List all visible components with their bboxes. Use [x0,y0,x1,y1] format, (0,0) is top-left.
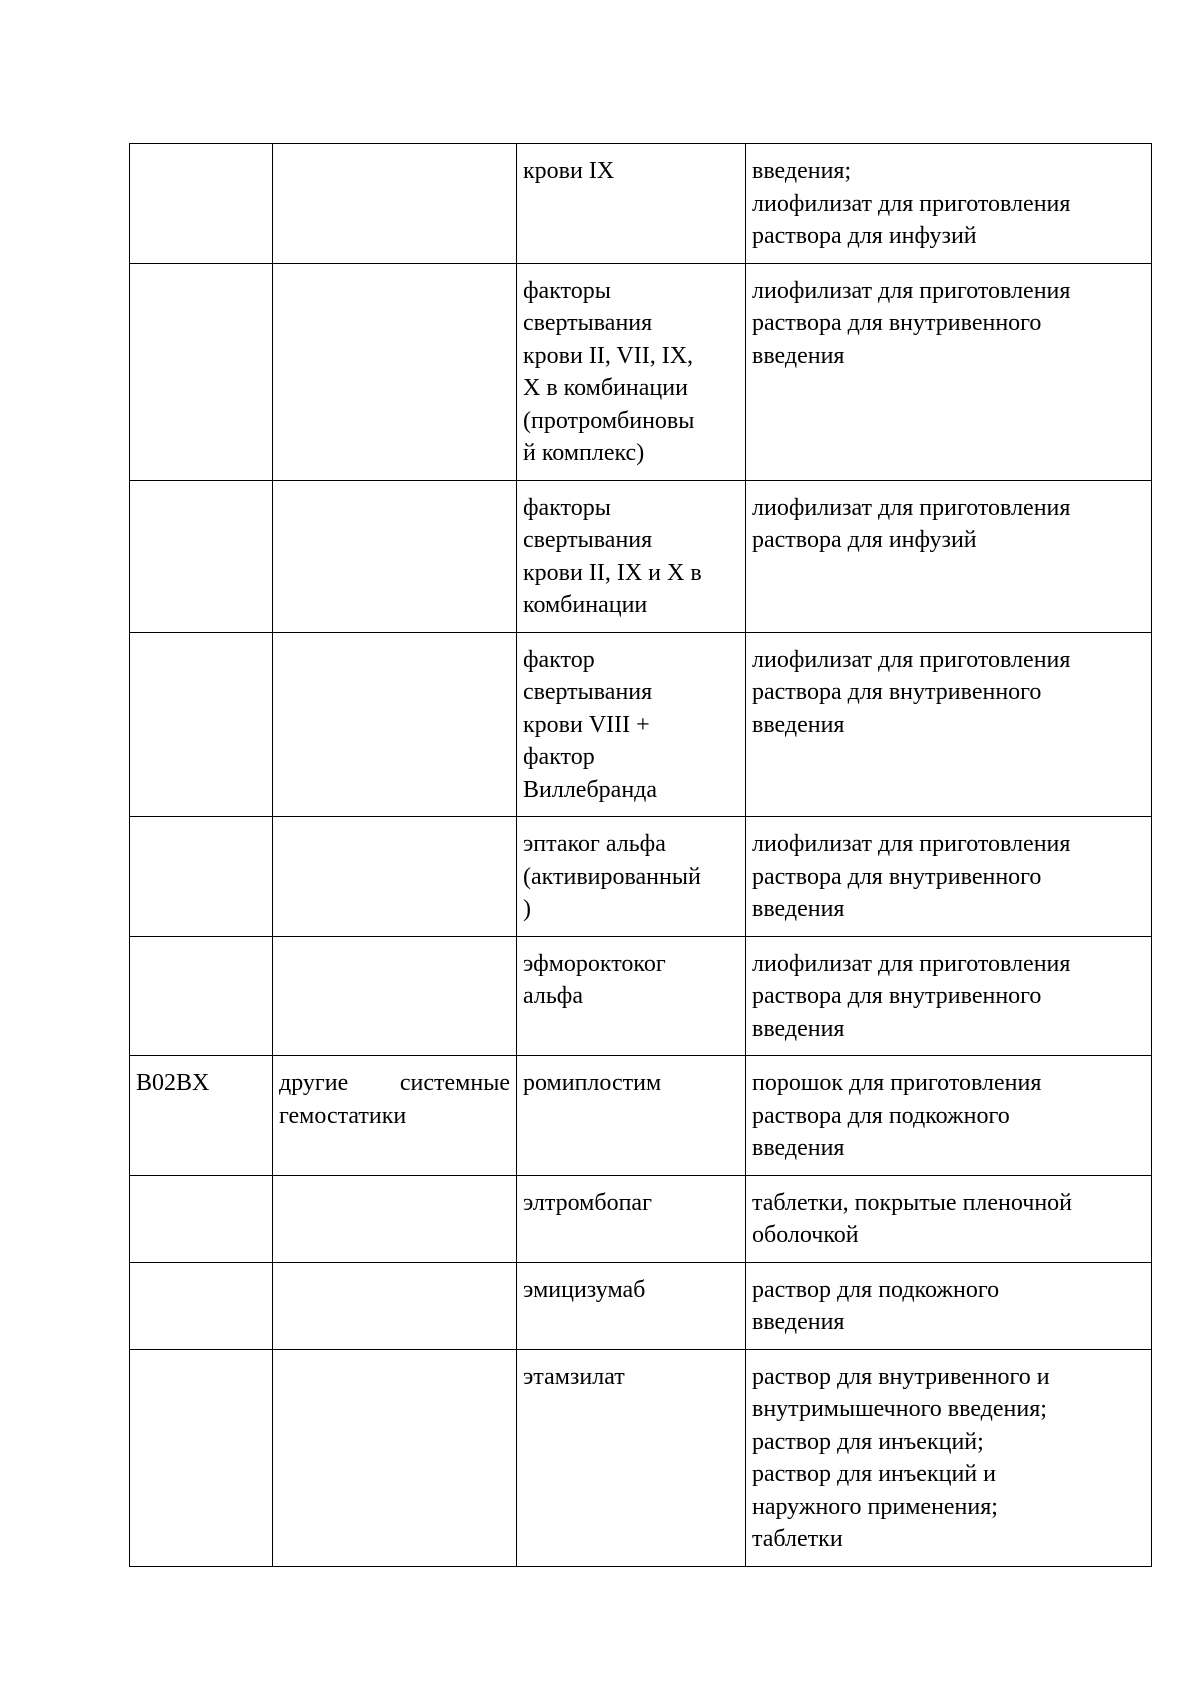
group-name-cell [273,936,517,1056]
group-name-cell [273,144,517,264]
dosage-form-cell: лиофилизат для приготовления раствора для внутривенного введения [746,817,1152,937]
atc-code-cell [130,817,273,937]
dosage-form-cell: лиофилизат для приготовления раствора для внутривенного введения [746,632,1152,817]
drug-name-cell: этамзилат [517,1349,746,1566]
group-name-cell [273,480,517,632]
drug-name-cell: эптаког альфа (активированный ) [517,817,746,937]
drug-name-cell: факторы свертывания крови II, IX и X в комбинации [517,480,746,632]
atc-code-cell [130,936,273,1056]
table-row [130,1056,1152,1176]
dosage-form-cell: раствор для внутривенного и внутримышечного введения; раствор для инъекций; раствор для инъекций и наружного применения; таблетки [746,1349,1152,1566]
drug-name-cell: крови IX [517,144,746,264]
drug-name-cell: элтромбопаг [517,1175,746,1262]
group-name-cell [273,1175,517,1262]
group-name-cell [273,1056,517,1176]
dosage-form-cell: лиофилизат для приготовления раствора для инфузий [746,480,1152,632]
dosage-form-cell: порошок для приготовления раствора для подкожного введения [746,1056,1152,1176]
drug-name-cell: фактор свертывания крови VIII + фактор Виллебранда [517,632,746,817]
table-row [130,1262,1152,1349]
group-name-cell [273,632,517,817]
drug-name-cell: эфмороктоког альфа [517,936,746,1056]
table-row [130,1175,1152,1262]
table-row [130,817,1152,937]
atc-code-cell [130,1262,273,1349]
atc-code-cell [130,1349,273,1566]
dosage-form-cell: раствор для подкожного введения [746,1262,1152,1349]
table-row [130,263,1152,480]
drug-name-cell: ромиплостим [517,1056,746,1176]
atc-code-cell [130,632,273,817]
dosage-form-cell: таблетки, покрытые пленочной оболочкой [746,1175,1152,1262]
group-name-cell [273,1262,517,1349]
atc-code-cell [130,263,273,480]
medication-table [129,143,1152,1567]
atc-code-cell [130,1175,273,1262]
atc-code-cell [130,480,273,632]
group-name-cell [273,1349,517,1566]
group-name-cell [273,817,517,937]
group-name-line: другие системные [279,1070,510,1096]
dosage-form-cell: введения; лиофилизат для приготовления раствора для инфузий [746,144,1152,264]
atc-code-cell [130,144,273,264]
drug-name-cell: эмицизумаб [517,1262,746,1349]
table-row [130,936,1152,1056]
dosage-form-cell: лиофилизат для приготовления раствора для внутривенного введения [746,936,1152,1056]
table-row [130,480,1152,632]
dosage-form-cell: лиофилизат для приготовления раствора для внутривенного введения [746,263,1152,480]
drug-name-cell: факторы свертывания крови II, VII, IX, X в комбинации (протромбиновы й комплекс) [517,263,746,480]
table-row [130,1349,1152,1566]
table-row [130,144,1152,264]
atc-code-cell: B02BX [130,1056,273,1176]
group-name-cell [273,263,517,480]
table-row [130,632,1152,817]
group-name-line: гемостатики [279,1102,407,1129]
